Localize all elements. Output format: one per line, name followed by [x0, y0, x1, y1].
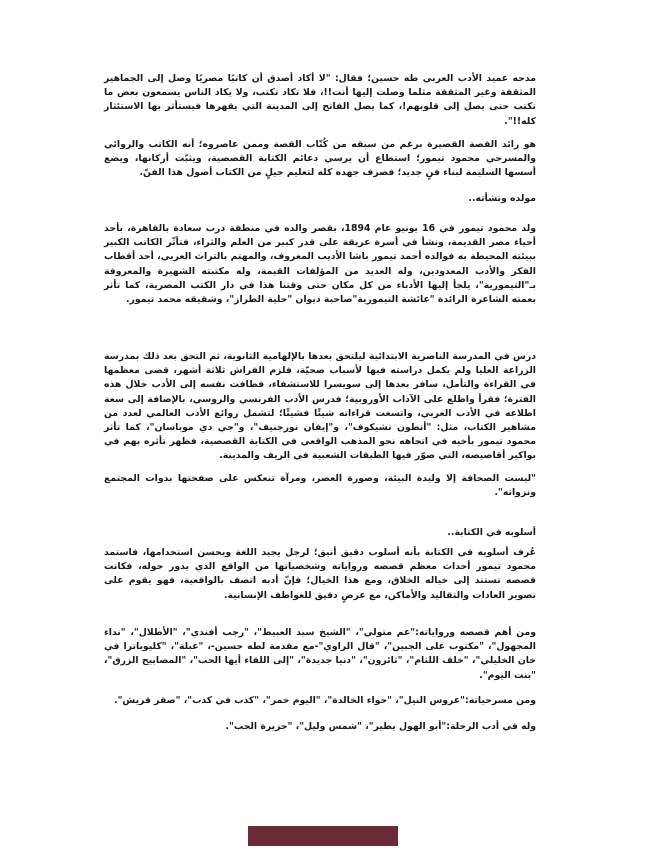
heading-writing-style: أسلوبه في الكتابة..	[447, 527, 536, 538]
footer-bar	[248, 826, 398, 846]
paragraph-works: ومن أهم قصصه ورواياته:"عم متولي"، "الشيخ سيد العبيط"، "رجب أفندي"، "الأطلال"، "نداء المجهول"، "مكتوب على الجبين"، "قال الراوي"-مع مقدمة لطه حسين-، "عبلة"، "كليوباترا في خان الخليلي"، "خلف اللثام"، "ثائرون"، "دنيا جديدة"، "إلى اللقاء أيها الحب"، "المصابيح الزرق"، "بنت اليوم".	[104, 627, 536, 681]
paragraph-plays: ومن مسرحياته:"عروس النيل"، "حواء الخالدة"، "اليوم خمر"، "كذب في كذب"، "صقر قريش".	[114, 695, 536, 706]
paragraph-intro-praise: مدحه عميد الأدب العربي طه حسين؛ فقال: "لا أكاد أصدق أن كاتبًا مصريًا وصل إلى الجماهير المثقفة وغير المثقفة مثلما وصلت إليها أنت!!، فلا تكاد تكتب، ولا يكاد الناس يسمعون بعض ما تكتب حتى يصل إلى قلوبهم!، كما يصل الفاتح إلى المدينة التي يقهرها فيستأثر بها الاستئثار كله!!".	[104, 73, 536, 127]
heading-birth: مولده ونشأته..	[468, 193, 536, 204]
paragraph-birth: ولد محمود تيمور في 16 يونيو عام 1894، بقصر والده في منطقة درب سعادة بالقاهرة، بأحد أحياء مصر القديمة، ونشأ في أسرة عريقة على قدر كبير من العلم والثراء، فتأثّر الكاتب الكبير ببيئته المحيطة به فوالده أحمد تيمور باشا الأديب المعروف، والمهتم بالتراث العربي، أحد أقطاب الفكر والأدب المعدودين، وله العديد من المؤلفات القيمة، وله مكتبته الشهيرة والمعروفة بـ"التيمورية"، يلجأ إليها الأدباء من كل مكان حتى وقتنا هذا في دار الكتب المصرية، كما تأثر بعمته الشاعرة الرائدة "عائشة التيمورية"صاحبة ديوان "حلية الطراز"، وشقيقه محمد تيمور.	[104, 223, 536, 306]
quote-journalism: "ليست الصحافة إلا وليدة البيئة، وصورة العصر، ومرآة تنعكس على صفحتها بدوات المجتمع ونزواته".	[104, 473, 536, 499]
paragraph-writing-style: عُرف أسلوبه في الكتابة بأنه أسلوب دقيق أنيق؛ لرجل يجيد اللغة ويحسن استخدامها، فاستمد محمود تيمور أحداث معظم قصصه ورواياته وشخصياتها من الواقع الذي يدور حوله، فكانت قصصه تستند إلى خياله الخلاق، ومع هذا الخيال؛ فإنّ أدبه اتصف بالواقعية، فهو يقوم على تصوير العادات والتقاليد والأماكن، مع عرضٍ دقيق للعواطف الإنسانية.	[104, 547, 536, 601]
paragraph-travel: وله في أدب الرحلة:"أبو الهول يطير"، "شمس وليل"، "جزيرة الحب".	[225, 721, 536, 732]
paragraph-pioneer: هو رائد القصة القصيرة برغم من سبقه من كُتّاب القصة وممن عاصروه؛ أنه الكاتب والروائي والمسرحي محمود تيمور؛ استطاع أن يرسي دعائم الكتابة القصصية، ويثبّت أركانها، ويضع أسسها السليمة لبناء فنٍ جديد؛ فصرف جهده كله لتعليم جيلٍ من الكتاب أصول هذا الفنّ.	[104, 139, 536, 179]
paragraph-education: درس في المدرسة الناصرية الابتدائية ليلتحق بعدها بالإلهامية الثانوية، ثم التحق بعد ذلك بمدرسة الزراعة العليا ولم يكمل دراسته فيها لأسباب صحيّة، فلزم الفراش ثلاثة أشهر، قضى معظمها في القراءة والتأمل، سافر بعدها إلى سويسرا للاستشفاء، فطافت نفسه إلى الأدب خلال هذه الفترة؛ فقرأ واطلع على الآداب الأوروبية؛ فدرس الأدب الفرنسي والروسي، بالإضافة إلى سعة اطلاعه في الأدب العربي، واتسعت قراءاته شيئًا فشيئًا؛ لتشمل روائع الأدب العالمي لعدد من مشاهير الكتاب، مثل: "أنطون تشيكوف"، و"إيفان تورجنيف"، و"جي دي موباسان"، كما تأثر محمود تيمور بأخيه في اتجاهه نحو المذهب الواقعي في الكتابة القصصية، فظهر تأثره بهم في بواكير أقاصيصه، التي صوّر فيها الطبقات الشعبية في الريف والمدينة.	[104, 351, 536, 462]
